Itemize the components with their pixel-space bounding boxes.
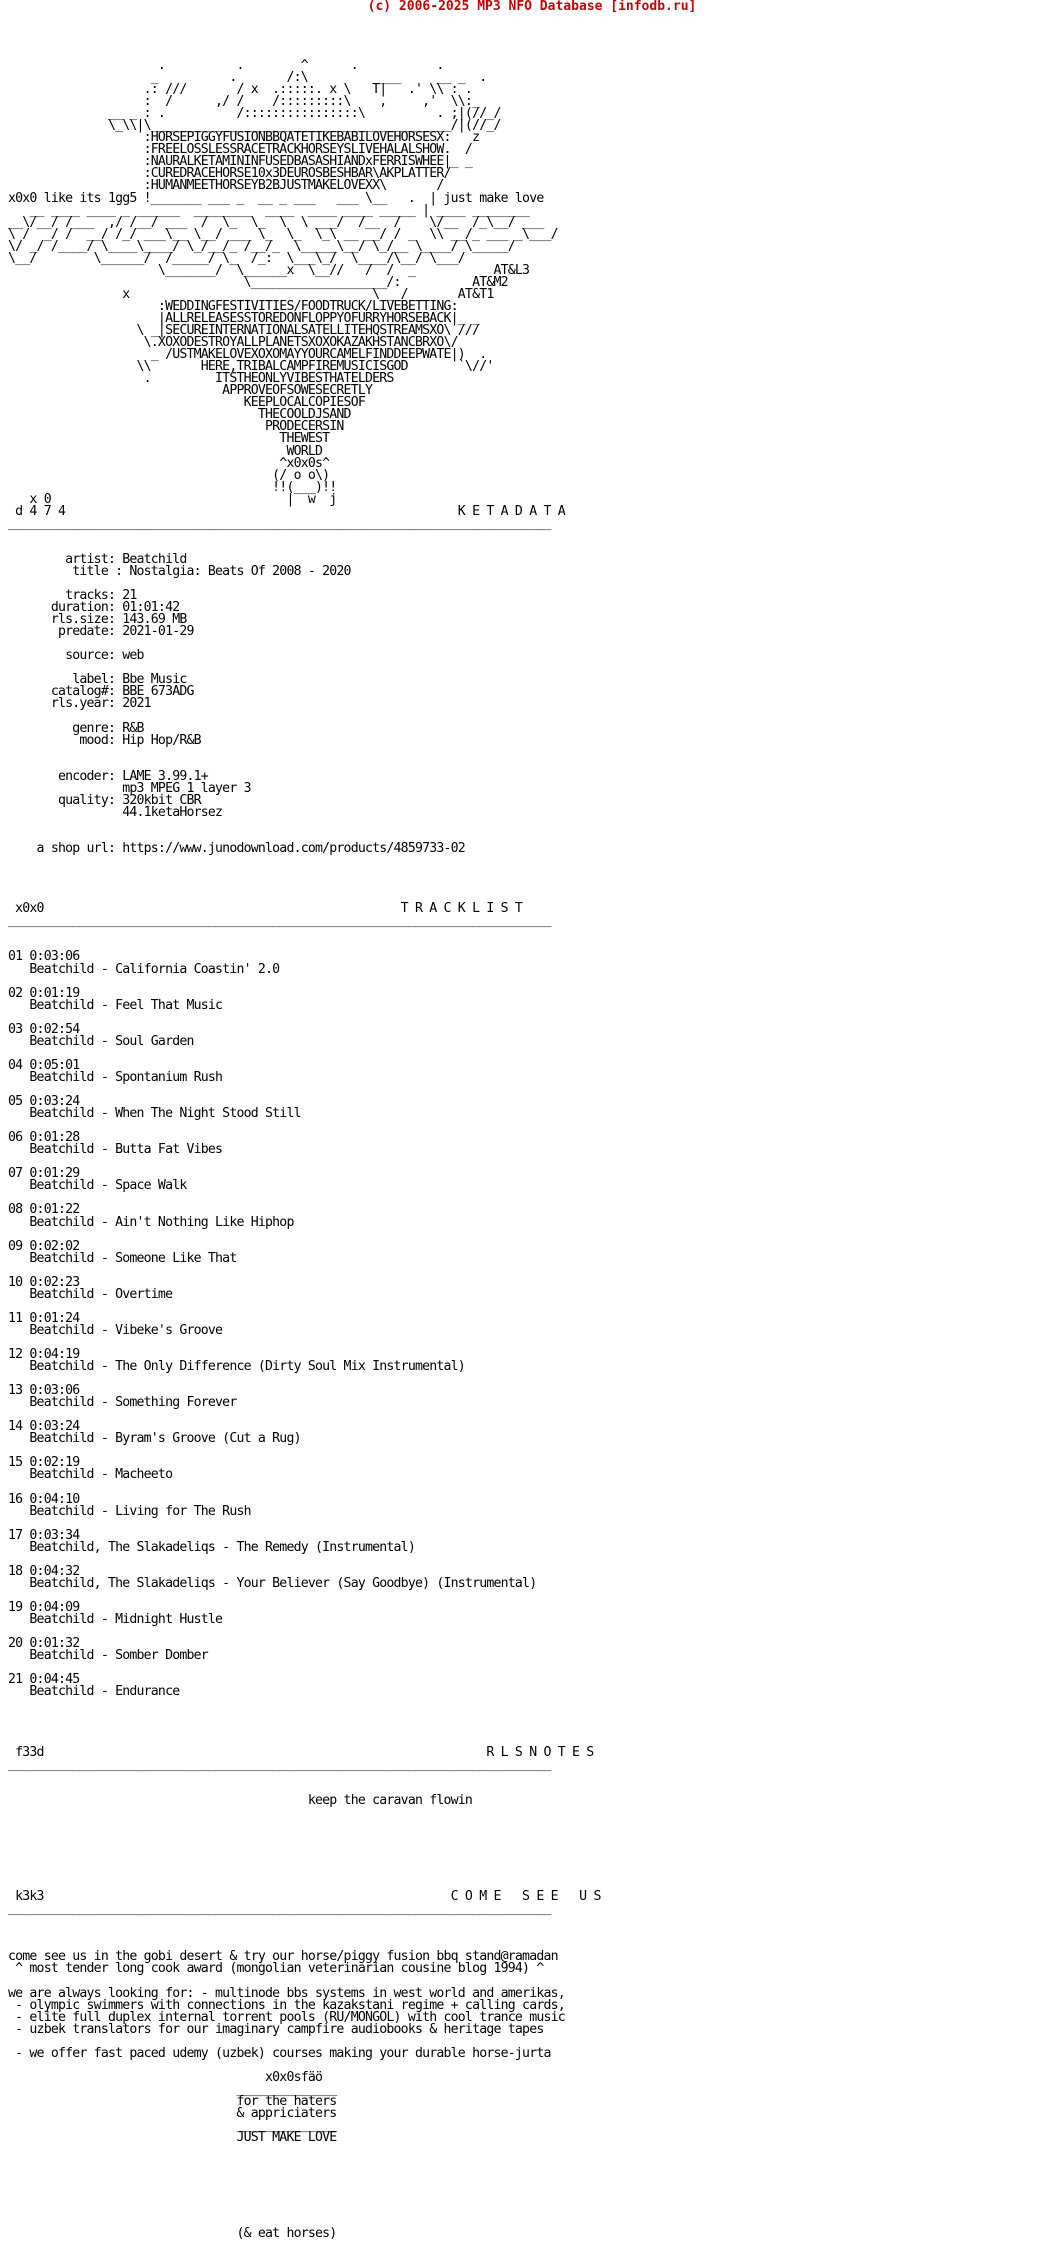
nfo-line: Beatchild - Someone Like That — [8, 1250, 237, 1266]
nfo-line: :HUMANMEETHORSEYB2BJUSTMAKELOVEXX\ / — [8, 178, 444, 194]
nfo-line: come see us in the gobi desert & try our horse/piggy fusion bbq stand@ramadan — [8, 1949, 558, 1965]
nfo-line: - olympic swimmers with connections in the kazakstani regime + calling cards, — [8, 1997, 565, 2013]
nfo-line: quality: 320kbit CBR — [8, 792, 201, 808]
nfo-line: Beatchild - Somber Domber — [8, 1648, 208, 1664]
nfo-line: \__/ \______/ /_____/ \_ /_: \___\_/ \____/\__/ \___/ — [8, 250, 465, 266]
nfo-line: Beatchild - Macheeto — [8, 1467, 173, 1483]
nfo-line: - we offer fast paced udemy (uzbek) courses making your durable horse-jurta — [8, 2045, 551, 2061]
nfo-line: 03 0:02:54 — [8, 1021, 80, 1037]
nfo-line: Beatchild, The Slakadeliqs - Your Believer (Say Goodbye) (Instrumental) — [8, 1575, 537, 1591]
nfo-line: 08 0:01:22 — [8, 1202, 80, 1218]
nfo-line: 02 0:01:19 — [8, 985, 80, 1001]
nfo-line: ^x0x0s^ — [8, 455, 330, 471]
nfo-line: x0x0 like its 1gg5 !_______ ___ _ __ _ ___ ___ \__ . | just make love — [8, 190, 544, 206]
nfo-line: Beatchild - Spontanium Rush — [8, 1069, 223, 1085]
nfo-line: f33d R L S N O T E S — [8, 1744, 594, 1760]
nfo-line: WORLD — [8, 443, 323, 459]
nfo-line: - uzbek translators for our imaginary campfire audiobooks & heritage tapes — [8, 2021, 544, 2037]
nfo-line: : / ,/ / /:::::::::\ , ,' \\:_ — [8, 94, 480, 110]
nfo-line: 11 0:01:24 — [8, 1310, 80, 1326]
nfo-line: rls.year: 2021 — [8, 696, 151, 712]
nfo-line: Beatchild - Feel That Music — [8, 997, 223, 1013]
nfo-line: KEEPLOCALCOPIESOF — [8, 395, 365, 411]
nfo-line: !!(___)!! — [8, 479, 337, 495]
nfo-line: label: Bbe Music — [8, 672, 187, 688]
nfo-line: for the haters — [8, 2093, 337, 2109]
nfo-line: 07 0:01:29 — [8, 1166, 80, 1182]
nfo-line: 04 0:05:01 — [8, 1057, 80, 1073]
nfo-line: . . ^ . . — [8, 58, 444, 73]
nfo-line: 17 0:03:34 — [8, 1527, 80, 1543]
nfo-line: source: web — [8, 648, 144, 664]
nfo-line: 13 0:03:06 — [8, 1383, 80, 1399]
nfo-line: d 4 7 4 K E T A D A T A — [8, 503, 565, 519]
nfo-line: mp3 MPEG 1 layer 3 — [8, 780, 251, 796]
nfo-line: PRODECERSIN — [8, 419, 344, 435]
nfo-line: Beatchild - Ain't Nothing Like Hiphop — [8, 1214, 294, 1230]
nfo-line: Beatchild - Midnight Hustle — [8, 1612, 223, 1628]
nfo-line: catalog#: BBE 673ADG — [8, 684, 194, 700]
nfo-line: 20 0:01:32 — [8, 1636, 80, 1652]
nfo-line: predate: 2021-01-29 — [8, 624, 194, 640]
nfo-line: \\ HERE,TRIBALCAMPFIREMUSICISGOD `\//' — [8, 359, 494, 375]
nfo-line: THEWEST — [8, 431, 330, 447]
nfo-line: Beatchild - Space Walk — [8, 1178, 187, 1194]
nfo-line: 21 0:04:45 — [8, 1672, 80, 1688]
nfo-line: 19 0:04:09 — [8, 1600, 80, 1615]
nfo-line: x 0 | w j — [8, 491, 337, 507]
nfo-line: Beatchild - Something Forever — [8, 1395, 237, 1411]
nfo-line: x0x0 T R A C K L I S T — [8, 901, 523, 917]
nfo-line: a shop url: https://www.junodownload.com/products/4859733-02 — [8, 841, 465, 857]
nfo-line: :CUREDRACEHORSE10x3DEUROSBESHBAR\AKPLATTER/ — [8, 166, 451, 182]
nfo-line: __ ____ ____ _ ______ ________ ____ ____ ____ _____ | ____ ________ — [8, 202, 530, 218]
nfo-line: Beatchild - Endurance — [8, 1684, 180, 1700]
nfo-line: mood: Hip Hop/R&B — [8, 732, 201, 748]
nfo-document — [8, 60, 601, 2240]
nfo-line: Beatchild - California Coastin' 2.0 — [8, 961, 280, 977]
nfo-line: :FREELOSSLESSRACETRACKHORSEYSLIVEHALALSHOW. / — [8, 142, 473, 158]
nfo-line: ____________________________________________________________________________ — [8, 515, 551, 531]
nfo-line: _ . /:\ ___ __ _ . — [8, 70, 487, 86]
nfo-line: x0x0sfäö — [8, 2069, 323, 2085]
nfo-line: (/ o o\) — [8, 467, 330, 483]
nfo-line: Beatchild - Soul Garden — [8, 1033, 194, 1049]
nfo-line: \.XOXODESTROYALLPLANETSXOXOKAZAKHSTANCBRXO\/ — [8, 335, 458, 351]
nfo-line: Beatchild - Byram's Groove (Cut a Rug) — [8, 1431, 301, 1447]
nfo-line: title : Nostalgia: Beats Of 2008 - 2020 — [8, 563, 351, 579]
nfo-line: _ /USTMAKELOVEXOXOMAYYOURCAMELFINDDEEPWATE|) . — [8, 347, 487, 363]
nfo-line: 06 0:01:28 — [8, 1130, 80, 1146]
nfo-line: \/ _/ /____/ \____\____/ \_/__/_ /__/_ \_____\__/ \_/__ \____/ \_____/ — [8, 238, 515, 254]
nfo-line: ______________ — [8, 2118, 337, 2134]
nfo-line: ____________________________________________________________________________ — [8, 1756, 551, 1772]
nfo-line: \_______/ \______x \__// / / _ AT&L3 — [8, 262, 530, 278]
nfo-line: |ALLRELEASESSTOREDONFLOPPYOFURRYHORSEBACK|_ _ — [8, 310, 480, 326]
nfo-line: genre: R&B — [8, 720, 144, 736]
nfo-line: ^ most tender long cook award (mongolian veterinarian cousine blog 1994) ^ — [8, 1961, 544, 1977]
nfo-line: duration: 01:01:42 — [8, 600, 180, 616]
nfo-line: Beatchild - The Only Difference (Dirty Soul Mix Instrumental) — [8, 1359, 465, 1375]
nfo-line: 44.1ketaHorsez — [8, 804, 223, 820]
nfo-line: APPROVEOFSOWESECRETLY — [8, 383, 373, 399]
nfo-line: we are always looking for: - multinode bbs systems in west world and amerikas, — [8, 1985, 565, 2001]
nfo-line: 01 0:03:06 — [8, 949, 80, 965]
site-credit-header: (c) 2006-2025 MP3 NFO Database [infodb.ru] — [367, 0, 697, 14]
nfo-line: Beatchild - Vibeke's Groove — [8, 1322, 223, 1338]
nfo-line: :HORSEPIGGYFUSIONBBQATETIKEBABILOVEHORSESX: z — [8, 130, 480, 146]
nfo-line: ____________________________________________________________________________ — [8, 913, 551, 929]
nfo-line: \ _|SECUREINTERNATIONALSATELLITEHQSTREAMSXO\ /// — [8, 323, 480, 339]
nfo-line: Beatchild - Butta Fat Vibes — [8, 1142, 223, 1158]
nfo-line: 05 0:03:24 — [8, 1094, 80, 1110]
nfo-line: Beatchild - Living for The Rush — [8, 1503, 251, 1519]
nfo-line: :NAURALKETAMININFUSEDBASASHIANDxFERRISWHEE|_ _ — [8, 154, 473, 170]
nfo-line: ______________ — [8, 2081, 337, 2097]
nfo-line: encoder: LAME 3.99.1+ — [8, 768, 208, 784]
nfo-line: __ _ : . /::::::::::::::::\ . ;|(//_/ — [8, 106, 501, 122]
nfo-line: .: /// / x .:::::. x \ T| .' \\ : . — [8, 82, 473, 98]
nfo-line: ____________________________________________________________________________ — [8, 1901, 551, 1917]
nfo-line: 12 0:04:19 — [8, 1347, 80, 1363]
nfo-line: :WEDDINGFESTIVITIES/FOODTRUCK/LIVEBETTING: — [8, 298, 458, 314]
nfo-line: Beatchild, The Slakadeliqs - The Remedy (Instrumental) — [8, 1539, 415, 1555]
nfo-line: artist: Beatchild — [8, 551, 187, 567]
nfo-line: rls.size: 143.69 MB — [8, 612, 187, 628]
nfo-line: keep the caravan flowin — [8, 1792, 473, 1808]
nfo-line: . ITSTHEONLYVIBESTHATELDERS — [8, 371, 394, 387]
nfo-line: \___________________/: AT&M2 — [8, 274, 508, 290]
nfo-line: (& eat horses) — [8, 2226, 337, 2242]
nfo-line: 14 0:03:24 — [8, 1419, 80, 1435]
nfo-line: 18 0:04:32 — [8, 1563, 80, 1579]
nfo-line: tracks: 21 — [8, 588, 137, 604]
nfo-line: - elite full duplex internal torrent pools (RU/MONGOL) with cool trance music — [8, 2009, 565, 2025]
nfo-line: THECOOLDJSAND — [8, 407, 351, 423]
nfo-line: Beatchild - When The Night Stood Still — [8, 1106, 301, 1122]
nfo-line: k3k3 C O M E S E E U S — [8, 1889, 601, 1905]
nfo-line: \ / _/ / __/ /_/ ___\__ \__/ ___ \_ \_ \_\ __ __/ / _ \\ __/_ ___ _\___/ — [8, 226, 558, 242]
nfo-line: __\/__/ /___ ,/ /__/ ___ / \_ \_ \ \ ___/ /__ / \/__ /_\__/ ___ — [8, 214, 544, 230]
nfo-line: 10 0:02:23 — [8, 1274, 80, 1290]
nfo-line: 15 0:02:19 — [8, 1455, 80, 1471]
nfo-line: JUST MAKE LOVE — [8, 2130, 337, 2146]
nfo-line: 16 0:04:10 — [8, 1491, 80, 1507]
nfo-line: Beatchild - Overtime — [8, 1286, 173, 1302]
nfo-line: 09 0:02:02 — [8, 1238, 80, 1254]
nfo-line: x \___/ AT&T1 — [8, 286, 494, 302]
nfo-line: & appriciaters — [8, 2105, 337, 2121]
nfo-line: \_\\|\__________________________________________/|(//_/ — [8, 118, 501, 134]
